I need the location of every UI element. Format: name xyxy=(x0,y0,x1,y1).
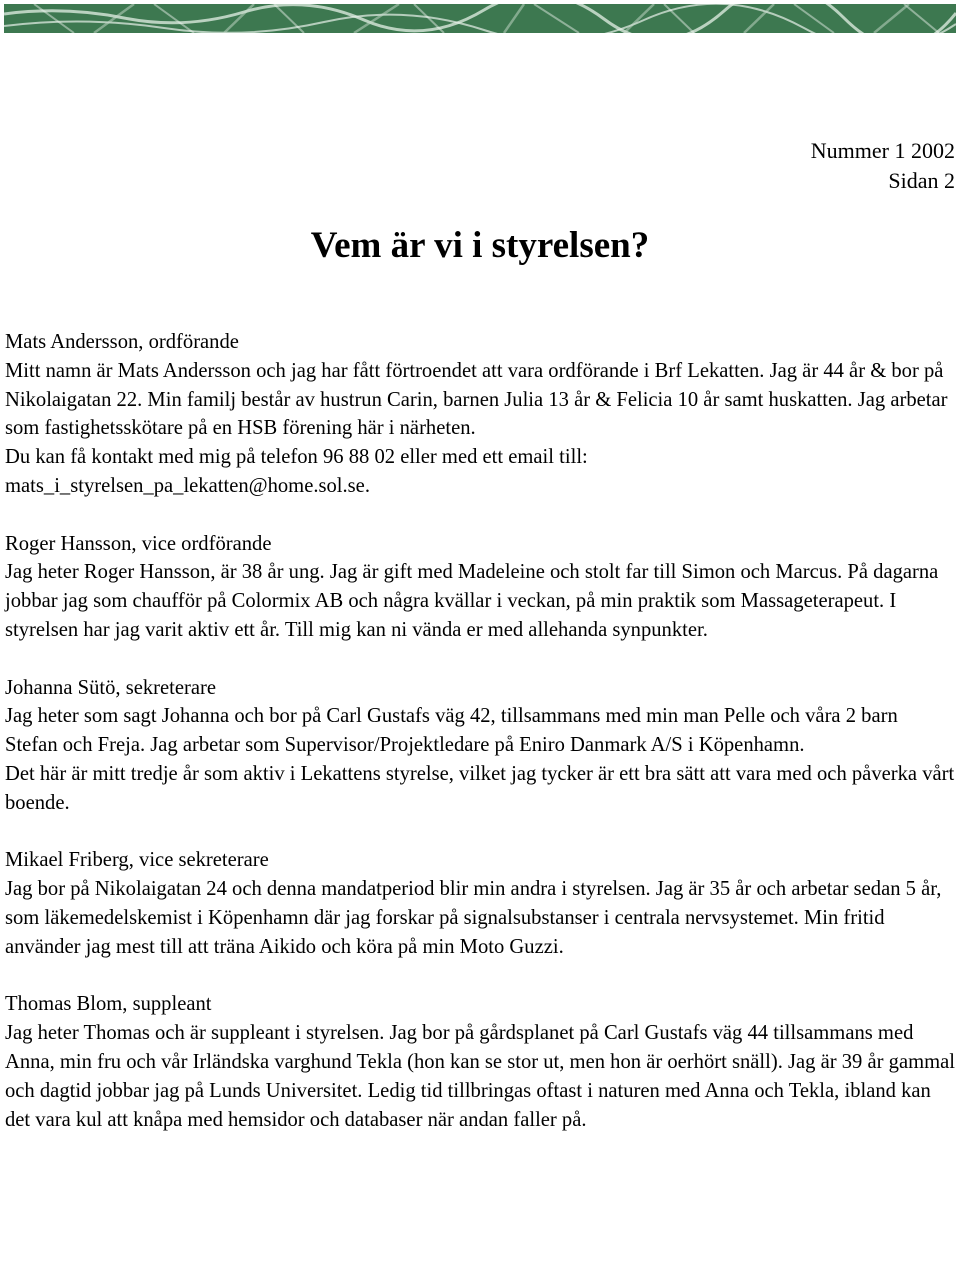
member-text: Mitt namn är Mats Andersson och jag har fått förtroendet att vara ordförande i Brf Lekatten. Jag är 44 år & bor på Nikolaigatan 22. Min familj består av hustrun Carin, barnen Julia 13 år & Felicia 10 år samt huskatten. Jag arbetar som fastighetsskötare på en HSB förening här i närheten. xyxy=(5,359,948,440)
issue-info xyxy=(811,136,955,196)
member-text: Jag heter Roger Hansson, är 38 år ung. Jag är gift med Madeleine och stolt far till Simon och Marcus. På dagarna jobbar jag som chaufför på Colormix AB och några kvällar i veckan, på min praktik som Massageterapeut. I styrelsen har jag varit aktiv ett år. Till mig kan ni vända er med allehanda synpunkter. xyxy=(5,561,939,641)
page-number: Sidan 2 xyxy=(888,168,955,193)
marble-banner xyxy=(4,4,956,33)
member-section xyxy=(5,846,955,961)
member-section xyxy=(5,674,955,818)
issue-number: Nummer 1 2002 xyxy=(810,138,955,163)
member-section xyxy=(5,990,955,1134)
member-text: Jag heter som sagt Johanna och bor på Carl Gustafs väg 42, tillsammans med min man Pelle och våra 2 barn Stefan och Freja. Jag arbetar som Supervisor/Projektledare på Eniro Danmark A/S i Köpenhamn. xyxy=(5,705,898,757)
member-section xyxy=(5,328,955,501)
member-heading: Thomas Blom, suppleant xyxy=(5,993,212,1016)
member-heading: Roger Hansson, vice ordförande xyxy=(5,532,272,555)
member-text: Du kan få kontakt med mig på telefon 96 88 02 eller med ett email till: mats_i_styrelsen_pa_lekatten@home.sol.se. xyxy=(5,446,588,497)
member-heading: Mikael Friberg, vice sekreterare xyxy=(5,849,269,872)
member-heading: Johanna Sütö, sekreterare xyxy=(5,676,217,699)
member-heading: Mats Andersson, ordförande xyxy=(5,331,239,353)
page-title: Vem är vi i styrelsen? xyxy=(310,225,650,266)
member-text: Det här är mitt tredje år som aktiv i Lekattens styrelse, vilket jag tycker är ett bra sätt att vara med och påverka vårt boende. xyxy=(5,762,955,814)
member-text: Jag heter Thomas och är suppleant i styrelsen. Jag bor på gårdsplanet på Carl Gustafs väg 44 tillsammans med Anna, min fru och vår Irländska varghund Tekla (hon kan se stor ut, men hon är oerhört snäll). Jag är 39 år gammal och dagtid jobbar jag på Lunds Universitet. Ledig tid tillbringas oftast i naturen med Anna och Tekla, ibland kan det vara kul att knåpa med hemsidor och databaser när andan faller på. xyxy=(5,1022,955,1131)
member-section xyxy=(5,530,955,645)
banner-texture xyxy=(4,4,956,33)
member-text: Jag bor på Nikolaigatan 24 och denna mandatperiod blir min andra i styrelsen. Jag är 35 år och arbetar sedan 5 år, som läkemedelskemist i Köpenhamn där jag forskar på signalsubstanser i centrala nervsystemet. Min fritid använder jag mest till att träna Aikido och köra på min Moto Guzzi. xyxy=(5,878,942,958)
board-members xyxy=(5,328,955,1163)
